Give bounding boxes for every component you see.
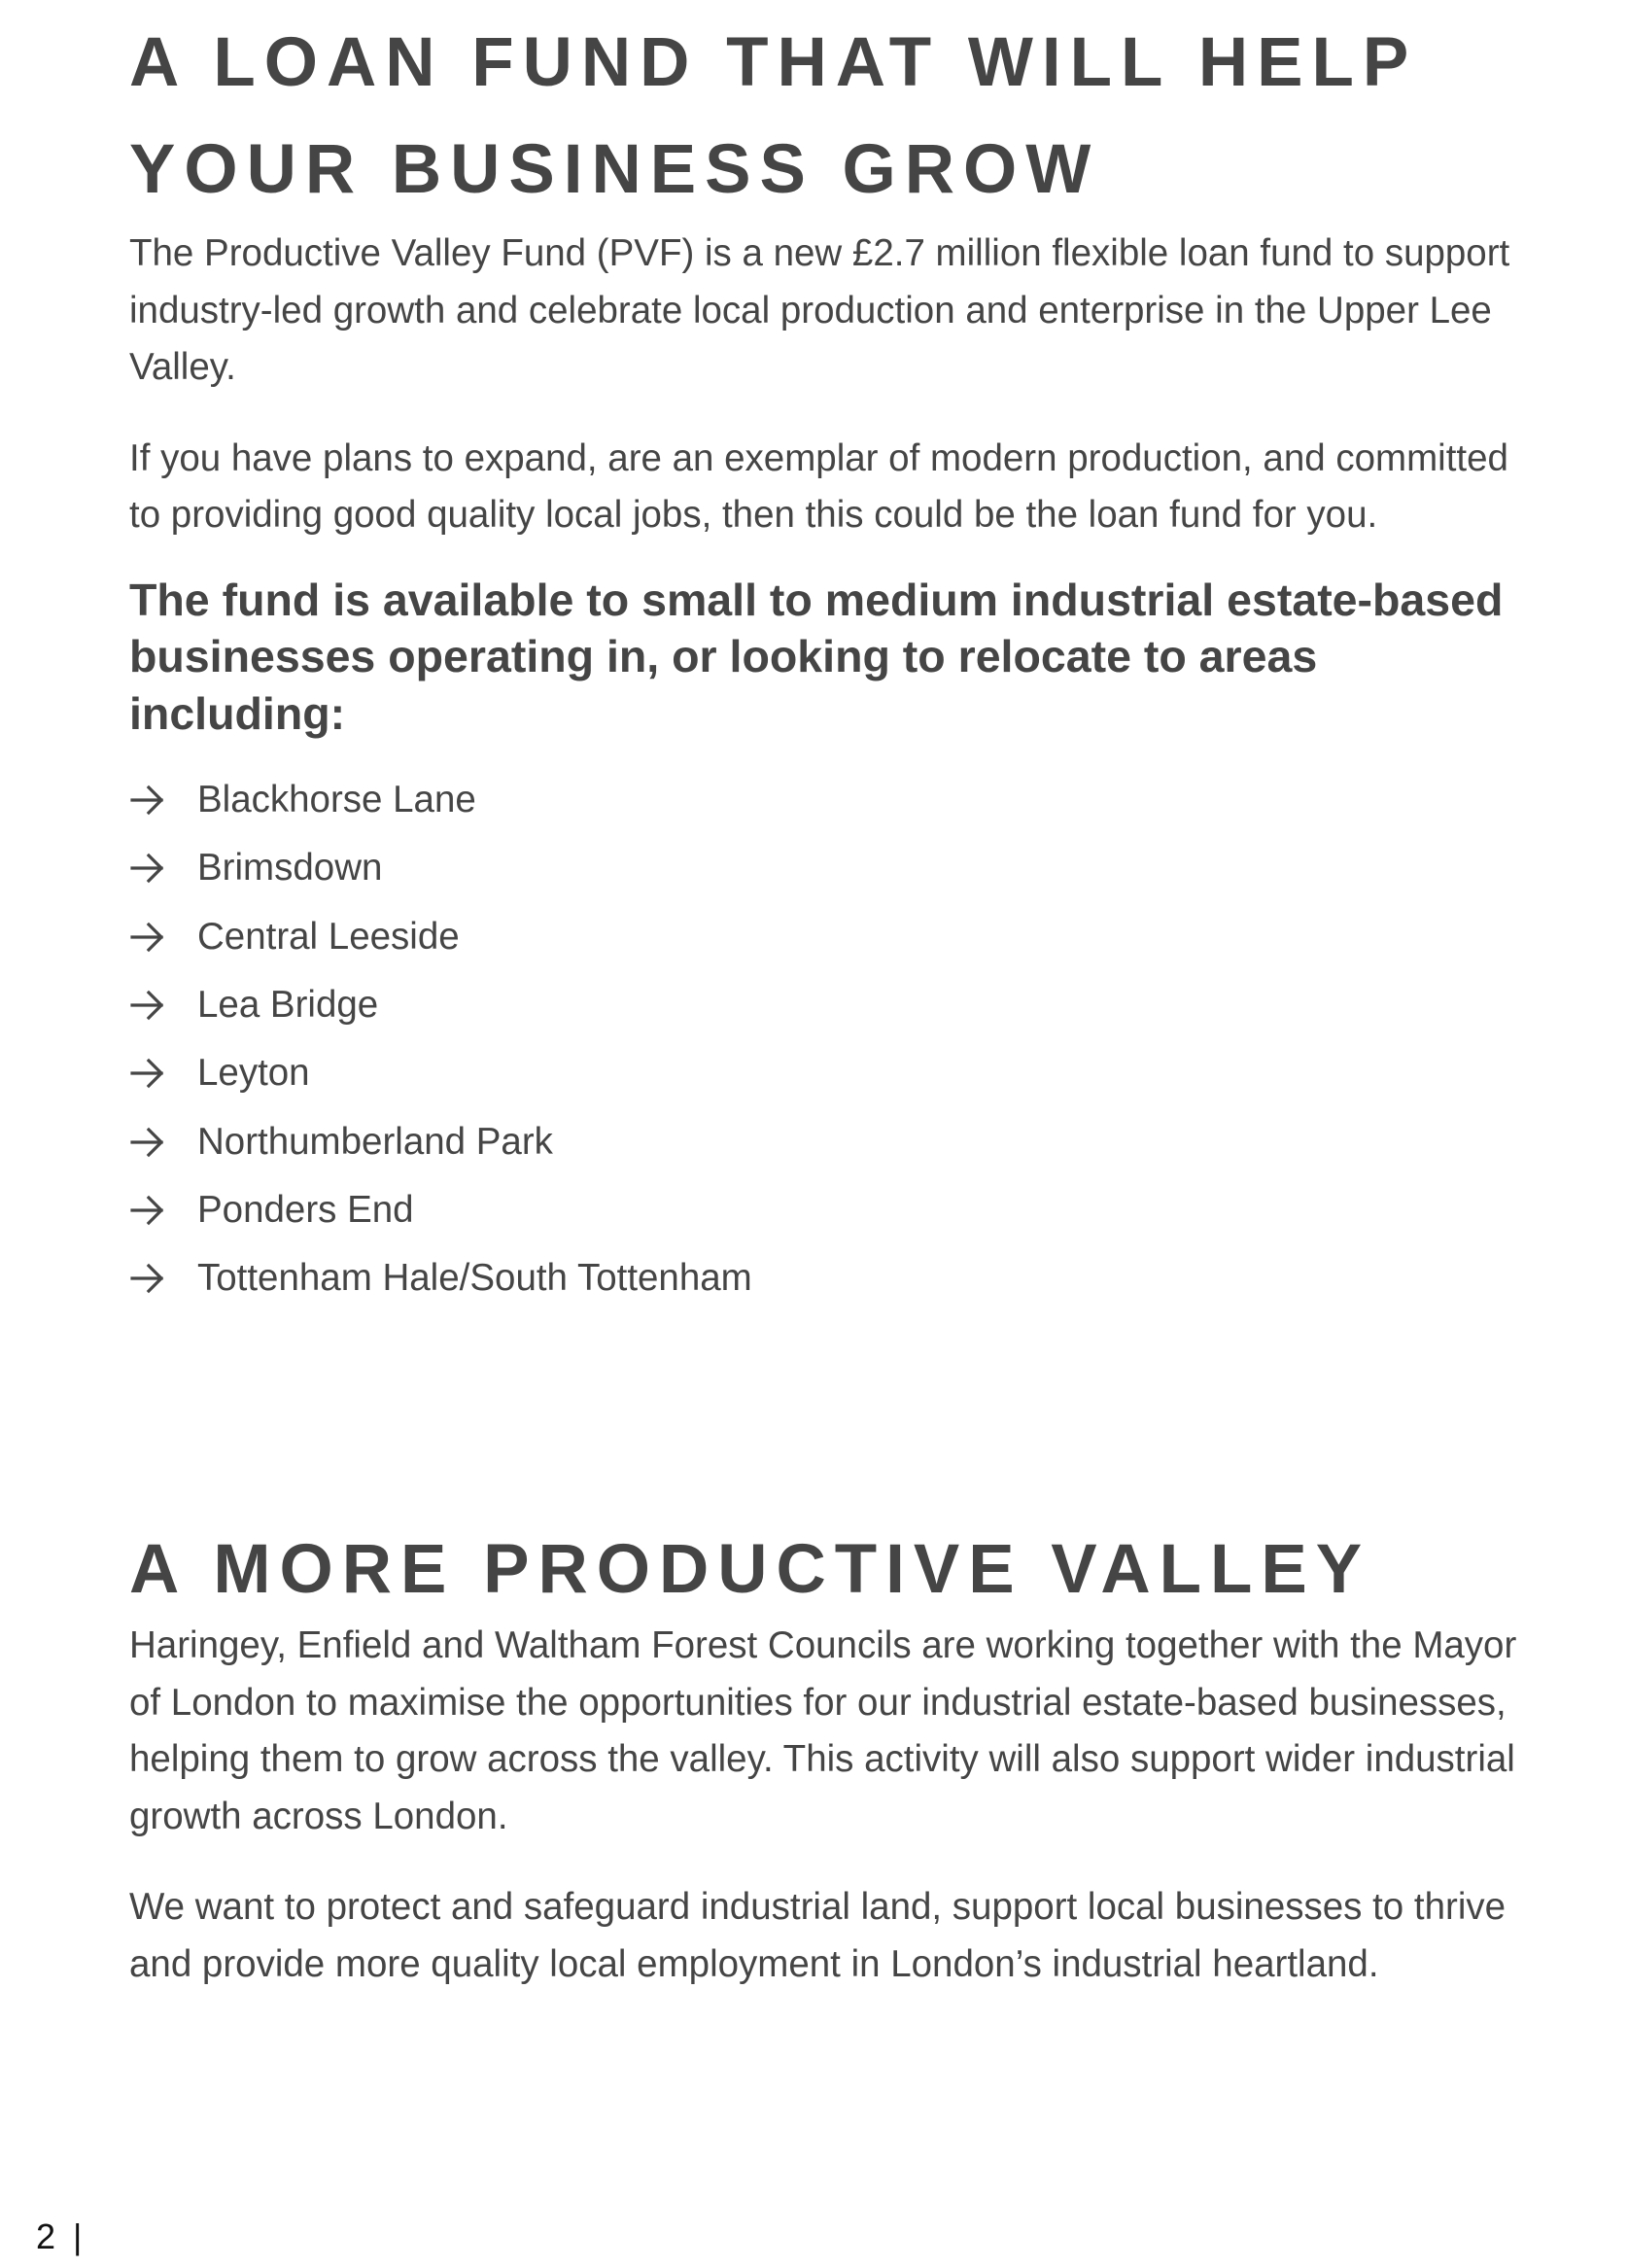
area-label: Tottenham Hale/South Tottenham: [197, 1257, 752, 1300]
page-number: 2: [36, 2216, 56, 2256]
area-label: Brimsdown: [197, 847, 383, 890]
loan-fund-heading: [129, 10, 1548, 224]
list-item: [129, 971, 1548, 1039]
list-item: [129, 834, 1548, 902]
arrow-right-icon: [129, 1192, 166, 1229]
page-footer: [36, 2216, 82, 2258]
fund-eligibility-paragraph: If you have plans to expand, are an exemplar of modern production, and committed to providing good quality local jobs, then this could be the loan fund for you.: [129, 436, 1508, 536]
arrow-right-icon: [129, 919, 166, 956]
arrow-right-icon: [129, 1124, 166, 1161]
productive-valley-section: [129, 1517, 1548, 1993]
arrow-right-icon: [129, 987, 166, 1024]
list-item: [129, 766, 1548, 834]
area-label: Central Leeside: [197, 915, 460, 958]
productive-valley-heading: A MORE PRODUCTIVE VALLEY: [129, 1531, 1371, 1608]
loan-fund-heading-line-2: YOUR BUSINESS GROW: [129, 131, 1100, 208]
arrow-right-icon: [129, 850, 166, 887]
list-item: [129, 903, 1548, 971]
arrow-right-icon: [129, 1260, 166, 1297]
arrow-right-icon: [129, 782, 166, 819]
area-label: Northumberland Park: [197, 1120, 553, 1163]
fund-availability-subheading: The fund is available to small to medium industrial estate-based businesses operating in, or looking to relocate to areas including:: [129, 574, 1504, 739]
area-label: Blackhorse Lane: [197, 779, 476, 821]
fund-intro-paragraph: The Productive Valley Fund (PVF) is a new £2.7 million flexible loan fund to support industry-led growth and celebrate local production and enterprise in the Upper Lee Valley.: [129, 232, 1510, 388]
page: [129, 0, 1548, 1985]
industrial-land-paragraph: We want to protect and safeguard industrial land, support local businesses to thrive and provide more quality local employment in London’s industrial heartland.: [129, 1886, 1507, 1985]
loan-fund-heading-line-1: A LOAN FUND THAT WILL HELP: [129, 24, 1418, 101]
councils-paragraph: Haringey, Enfield and Waltham Forest Councils are working together with the Mayor of London to maximise the opportunities for our industrial estate-based businesses, helping them to grow across the valley. This activity will also support wider industrial growth across London.: [129, 1624, 1517, 1837]
area-label: Ponders End: [197, 1188, 414, 1231]
footer-separator: |: [73, 2216, 83, 2256]
areas-list: [129, 766, 1548, 1312]
area-label: Lea Bridge: [197, 984, 379, 1027]
arrow-right-icon: [129, 1055, 166, 1092]
list-item: [129, 1244, 1548, 1312]
list-item: [129, 1176, 1548, 1244]
area-label: Leyton: [197, 1052, 310, 1095]
list-item: [129, 1107, 1548, 1175]
list-item: [129, 1039, 1548, 1107]
loan-fund-section: [129, 10, 1548, 1312]
